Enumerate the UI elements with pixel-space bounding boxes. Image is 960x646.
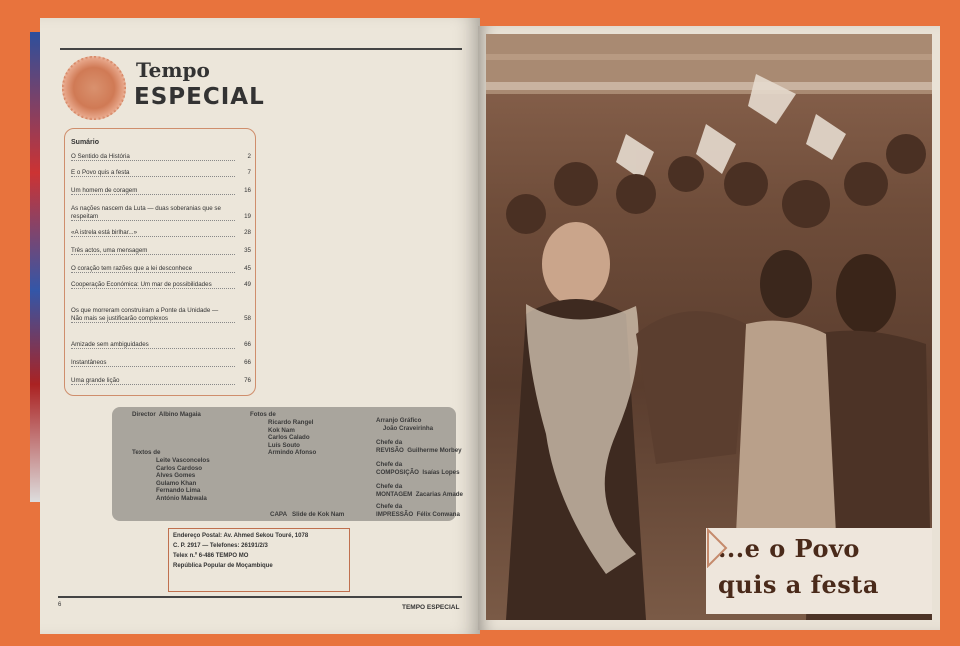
toc-item[interactable] (71, 153, 251, 161)
toc-item-page: 28 (244, 229, 251, 236)
table-of-contents (64, 128, 256, 396)
fotos-names: Ricardo Rangel Kok Nam Carlos Calado Luís Souto Armindo Afonso (268, 419, 317, 457)
toc-item-title: As nações nascem da Luta — duas soberanias que se respeitam (71, 205, 221, 220)
toc-item[interactable] (71, 205, 251, 221)
postal-address (168, 528, 350, 592)
toc-item-page: 66 (244, 341, 251, 348)
toc-item-page: 35 (244, 247, 251, 254)
toc-item-title: «A istrela está birlhar...» (71, 229, 138, 236)
page-number: 6 (58, 602, 62, 608)
crowd-photo (486, 34, 932, 620)
montagem-credit: Chefe da MONTAGEM Zacarias Amade (376, 483, 463, 498)
revisao-credit: Chefe da REVISÃO Guilherme Morbey (376, 439, 462, 454)
address-line: Endereço Postal: Av. Ahmed Sekou Touré, 1078 (173, 533, 309, 539)
toc-item[interactable] (71, 169, 251, 177)
toc-item[interactable] (71, 281, 251, 289)
arranjo-credit: Arranjo Gráfico João Craveirinha (376, 417, 434, 432)
toc-item-page: 58 (244, 315, 251, 322)
toc-item-page: 16 (244, 187, 251, 194)
director-credit: Director Albino Magaia (132, 411, 201, 418)
footer-title: TEMPO ESPECIAL (402, 604, 460, 611)
toc-item-title: Uma grande lição (71, 377, 120, 384)
right-page (478, 26, 940, 630)
toc-item[interactable] (71, 307, 251, 323)
staff-credits (112, 407, 463, 521)
left-page (40, 18, 480, 634)
capa-credit: CAPA Slide de Kok Nam (270, 511, 345, 518)
toc-item[interactable] (71, 377, 251, 385)
toc-item[interactable] (71, 229, 251, 237)
composicao-credit: Chefe da COMPOSIÇÃO Isaías Lopes (376, 461, 460, 476)
address-line: Telex n.º 6-486 TEMPO MO (173, 553, 249, 559)
caption-line: ...e o Povo (718, 534, 860, 563)
toc-item-page: 76 (244, 377, 251, 384)
bottom-rule (58, 596, 462, 598)
textos-label: Textos de (132, 449, 161, 456)
logo-title: Tempo (136, 58, 210, 82)
toc-item-page: 66 (244, 359, 251, 366)
toc-item-title: E o Povo quis a festa (71, 169, 130, 176)
caption-line: quis a festa (718, 570, 879, 599)
toc-item[interactable] (71, 359, 251, 367)
toc-item-title: Os que morreram construíram a Ponte da Unidade — Não mais se justificarão complexos (71, 307, 219, 322)
toc-item-page: 49 (244, 281, 251, 288)
toc-item[interactable] (71, 247, 251, 255)
toc-item[interactable] (71, 341, 251, 349)
photo-caption (706, 528, 932, 614)
toc-item-title: O Sentido da História (71, 153, 130, 160)
toc-item-page: 45 (244, 265, 251, 272)
toc-item[interactable] (71, 187, 251, 195)
toc-item-page: 19 (244, 213, 251, 220)
toc-item-title: Amizade sem ambiguidades (71, 341, 149, 348)
arrow-right-icon (706, 528, 728, 568)
toc-item-title: Um homem de coragem (71, 187, 138, 194)
textos-names: Leite Vasconcelos Carlos Cardoso Alves Gomes Gulamo Khan Fernando Lima António Mabwala (156, 457, 210, 502)
toc-item[interactable] (71, 265, 251, 273)
sun-logo-icon (62, 56, 126, 120)
address-line: República Popular de Moçambique (173, 563, 273, 569)
top-rule (60, 48, 462, 50)
toc-item-page: 7 (247, 169, 251, 176)
toc-item-title: Instantâneos (71, 359, 107, 366)
toc-heading: Sumário (71, 139, 100, 146)
toc-item-page: 2 (247, 153, 251, 160)
address-line: C. P. 2917 — Telefones: 26191/2/3 (173, 543, 268, 549)
toc-item-title: Três actos, uma mensagem (71, 247, 148, 254)
fotos-label: Fotos de (250, 411, 276, 418)
toc-item-title: O coração tem razões que a lei desconhece (71, 265, 193, 272)
impressao-credit: Chefe da IMPRESSÃO Félix Conwana (376, 503, 460, 518)
toc-item-title: Cooperação Económica: Um mar de possibilidades (71, 281, 212, 288)
logo-subtitle: ESPECIAL (134, 84, 265, 110)
